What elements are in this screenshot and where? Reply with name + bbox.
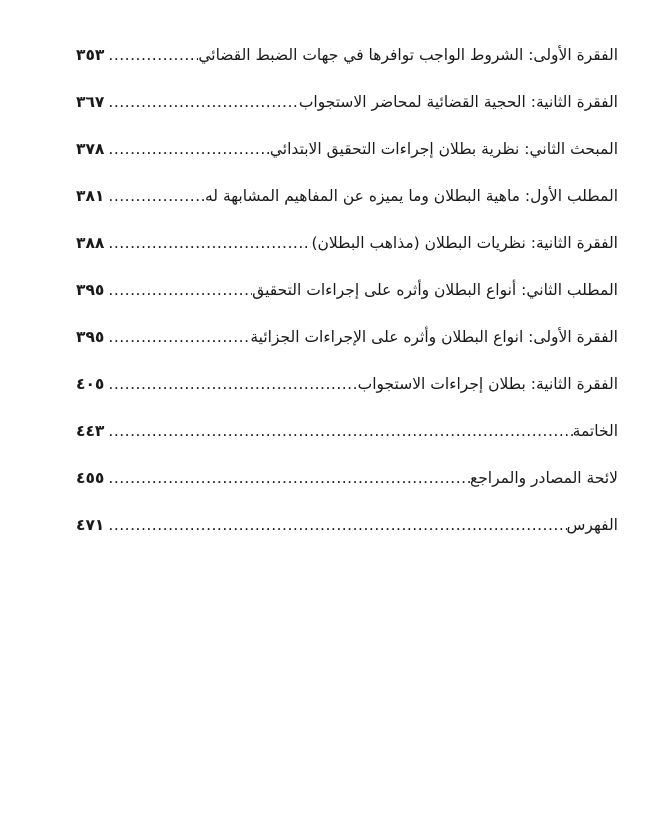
toc-page-number: ٣٥٣ <box>76 46 105 64</box>
toc-page-number: ٣٧٨ <box>76 140 105 158</box>
toc-dot-leader <box>104 322 250 352</box>
toc-entry <box>76 416 618 463</box>
toc-page-number: ٣٩٥ <box>76 328 105 346</box>
toc-entry-title: الفقرة الأولى: انواع البطلان وأثره على الإجراءات الجزائية <box>250 328 618 346</box>
table-of-contents <box>76 40 618 557</box>
toc-page-number: ٣٩٥ <box>76 281 105 299</box>
toc-entry-title: الفهرس <box>566 516 618 534</box>
toc-entry-title: المبحث الثاني: نظرية بطلان إجراءات التحقيق الابتدائي <box>269 140 618 158</box>
toc-entry <box>76 87 618 134</box>
toc-entry-title: الفقرة الثانية: نظريات البطلان (مذاهب البطلان) <box>311 234 618 252</box>
toc-dot-leader <box>104 228 311 258</box>
toc-page-number: ٤٤٣ <box>76 422 105 440</box>
toc-page-number: ٤٥٥ <box>76 469 105 487</box>
toc-dot-leader <box>104 463 470 493</box>
toc-page-number: ٣٦٧ <box>76 93 105 111</box>
toc-entry <box>76 322 618 369</box>
toc-entry <box>76 40 618 87</box>
toc-dot-leader <box>104 87 298 117</box>
toc-dot-leader <box>104 510 566 540</box>
toc-entry <box>76 228 618 275</box>
toc-entry <box>76 181 618 228</box>
toc-entry <box>76 463 618 510</box>
toc-dot-leader <box>104 181 205 211</box>
toc-entry <box>76 134 618 181</box>
toc-entry <box>76 510 618 557</box>
toc-entry-title: الفقرة الثانية: الحجية القضائية لمحاضر الاستجواب <box>298 93 618 111</box>
toc-entry-title: الخاتمة <box>572 422 618 440</box>
toc-dot-leader <box>104 275 252 305</box>
toc-dot-leader <box>104 369 357 399</box>
toc-entry-title: الفقرة الأولى: الشروط الواجب توافرها في جهات الضبط القضائي <box>198 46 618 64</box>
toc-entry-title: لائحة المصادر والمراجع <box>469 469 618 487</box>
toc-page-number: ٣٨١ <box>76 187 105 205</box>
toc-dot-leader <box>104 134 270 164</box>
toc-entry <box>76 275 618 322</box>
toc-page-number: ٤٠٥ <box>76 375 105 393</box>
toc-entry-title: الفقرة الثانية: بطلان إجراءات الاستجواب <box>357 375 618 393</box>
toc-entry <box>76 369 618 416</box>
toc-page-number: ٤٧١ <box>76 516 105 534</box>
toc-entry-title: المطلب الثاني: أنواع البطلان وأثره على إجراءات التحقيق <box>252 281 618 299</box>
toc-dot-leader <box>104 416 572 446</box>
toc-dot-leader <box>104 40 198 70</box>
toc-entry-title: المطلب الأول: ماهية البطلان وما يميزه عن المفاهيم المشابهة له <box>205 187 618 205</box>
toc-page-number: ٣٨٨ <box>76 234 105 252</box>
